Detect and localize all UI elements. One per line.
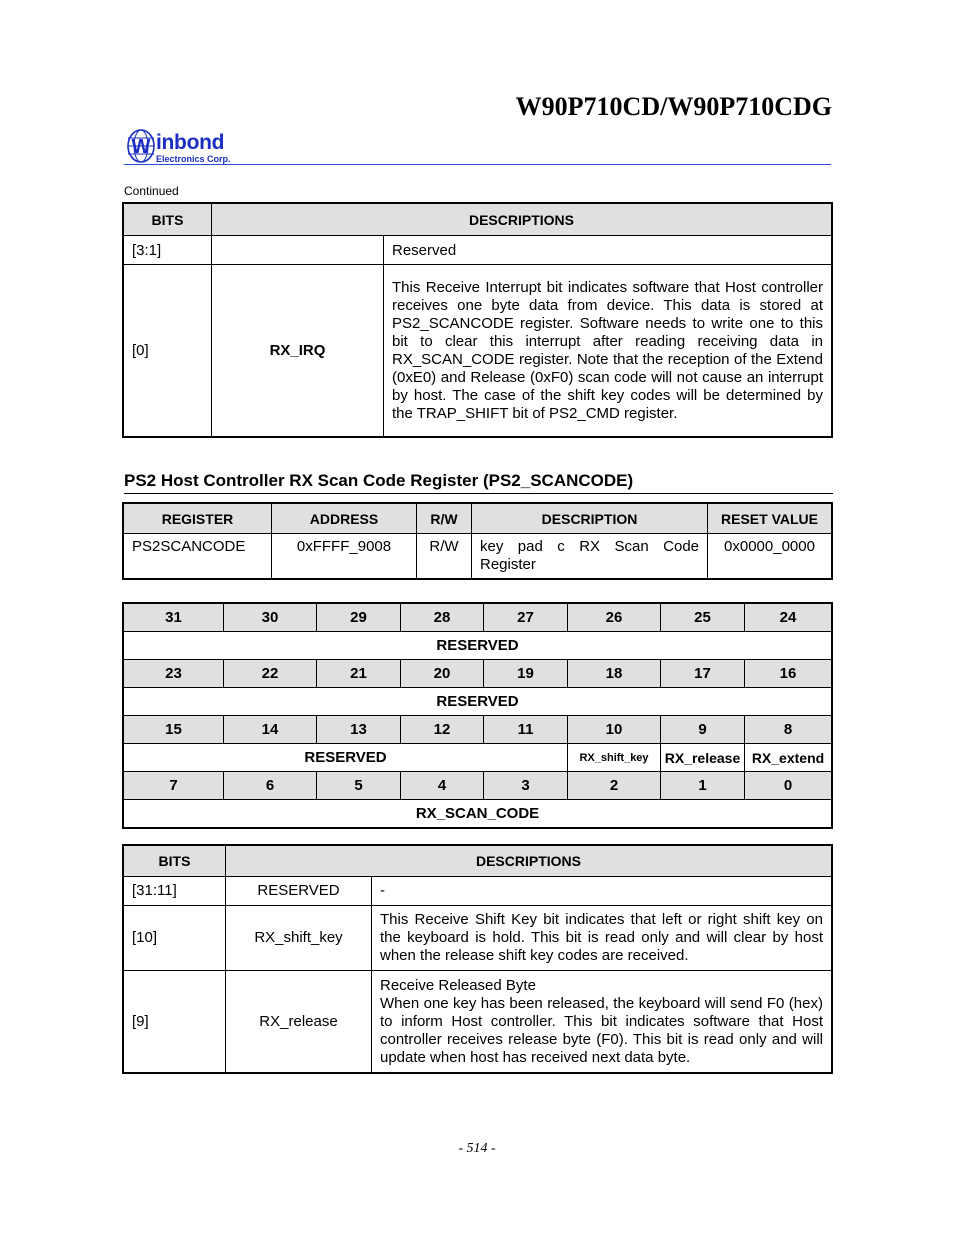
bit-field-row	[124, 744, 832, 772]
bit-number: 9	[661, 716, 745, 744]
bit-number: 1	[661, 772, 745, 800]
continued-bits-table	[123, 203, 832, 437]
field-name-cell: RESERVED	[226, 877, 372, 906]
field-reserved: RESERVED	[124, 632, 832, 660]
description-cell: key pad c RX Scan Code Register	[472, 534, 708, 579]
rw-cell: R/W	[417, 534, 472, 579]
bit-number-row	[124, 772, 832, 800]
description-title: Receive Released Byte	[380, 976, 536, 994]
bit-number-row	[124, 660, 832, 688]
bits-cell: [31:11]	[124, 877, 226, 906]
bits-cell: [9]	[124, 971, 226, 1073]
column-header: RESET VALUE	[708, 504, 832, 534]
bit-number: 12	[401, 716, 484, 744]
field-name-cell: RX_shift_key	[226, 906, 372, 971]
reset-value-cell: 0x0000_0000	[708, 534, 832, 579]
column-header: R/W	[417, 504, 472, 534]
field-name-cell: RX_IRQ	[212, 265, 384, 437]
bit-number: 30	[224, 604, 317, 632]
bit-number: 2	[568, 772, 661, 800]
field-rx-release: RX_release	[661, 744, 745, 772]
bit-number: 26	[568, 604, 661, 632]
field-rx-extend: RX_extend	[745, 744, 832, 772]
bit-field-row	[124, 632, 832, 660]
bit-number: 5	[317, 772, 401, 800]
field-rx-scan-code: RX_SCAN_CODE	[124, 800, 832, 828]
bit-number: 28	[401, 604, 484, 632]
table-row	[124, 971, 832, 1073]
bit-number: 13	[317, 716, 401, 744]
bit-number: 24	[745, 604, 832, 632]
page-number: - 514 -	[458, 1141, 496, 1156]
bit-number: 31	[124, 604, 224, 632]
column-header: BITS	[124, 846, 226, 877]
section-heading: PS2 Host Controller RX Scan Code Register (PS2_SCANCODE)	[124, 471, 833, 494]
bit-number: 0	[745, 772, 832, 800]
bit-number-row	[124, 716, 832, 744]
bit-number: 21	[317, 660, 401, 688]
table-header-row	[124, 846, 832, 877]
field-rx-shift-key: RX_shift_key	[568, 744, 661, 772]
field-name-cell: RX_release	[226, 971, 372, 1073]
bit-field-row	[124, 688, 832, 716]
table-row	[124, 265, 832, 437]
field-name-cell	[212, 236, 384, 265]
bit-number: 18	[568, 660, 661, 688]
bit-number: 23	[124, 660, 224, 688]
bit-number: 19	[484, 660, 568, 688]
description-text: When one key has been released, the keyboard will send F0 (hex) to inform Host controller. This bit indicates software that Host controller receives release byte (F0). This bit is read only and will update when host has received next data byte.	[380, 994, 823, 1066]
column-header: DESCRIPTION	[472, 504, 708, 534]
bit-number: 27	[484, 604, 568, 632]
logo-letter: W	[131, 136, 151, 158]
table-row	[124, 236, 832, 265]
description-cell: Reserved	[384, 236, 832, 265]
column-header: BITS	[124, 204, 212, 236]
bit-number: 8	[745, 716, 832, 744]
bit-number: 10	[568, 716, 661, 744]
description-cell: This Receive Interrupt bit indicates software that Host controller receives one byte data from device. This data is stored at PS2_SCANCODE register. Software needs to write one to this bit to clear this interrupt after reading receiving data in RX_SCAN_CODE register. Note that the reception of the Extend (0xE0) and Release (0xF0) scan code will not cause an interrupt by host. The case of the shift key codes will be determined by the TRAP_SHIFT bit of PS2_CMD register.	[384, 265, 832, 437]
document-title: W90P710CD/W90P710CDG	[515, 92, 832, 121]
bit-number: 22	[224, 660, 317, 688]
bit-field-row	[124, 800, 832, 828]
logo-subtitle: Electronics Corp.	[156, 154, 231, 164]
table-header-row	[124, 504, 832, 534]
bit-number: 25	[661, 604, 745, 632]
field-reserved: RESERVED	[124, 744, 568, 772]
bit-number: 11	[484, 716, 568, 744]
bit-number: 16	[745, 660, 832, 688]
table-row	[124, 906, 832, 971]
bit-number: 29	[317, 604, 401, 632]
description-cell	[372, 971, 832, 1073]
table-row	[124, 534, 832, 579]
register-name-cell: PS2SCANCODE	[124, 534, 272, 579]
logo-wordmark: inbond	[156, 131, 225, 154]
bits-cell: [0]	[124, 265, 212, 437]
description-cell: This Receive Shift Key bit indicates that left or right shift key on the keyboard is hold. This bit is read only and will clear by host when the release shift key codes are received.	[372, 906, 832, 971]
table-row	[124, 877, 832, 906]
column-header: DESCRIPTIONS	[212, 204, 832, 236]
bit-number: 3	[484, 772, 568, 800]
bit-number: 6	[224, 772, 317, 800]
column-header: REGISTER	[124, 504, 272, 534]
winbond-logo	[126, 126, 266, 166]
continued-label: Continued	[124, 184, 179, 198]
globe-icon	[126, 126, 156, 166]
bits-cell: [10]	[124, 906, 226, 971]
bit-number: 4	[401, 772, 484, 800]
bit-number-row	[124, 604, 832, 632]
table-header-row	[124, 204, 832, 236]
description-cell: -	[372, 877, 832, 906]
column-header: ADDRESS	[272, 504, 417, 534]
register-table	[123, 503, 832, 579]
bits-cell: [3:1]	[124, 236, 212, 265]
column-header: DESCRIPTIONS	[226, 846, 832, 877]
address-cell: 0xFFFF_9008	[272, 534, 417, 579]
bit-description-table	[123, 845, 832, 1073]
bit-number: 14	[224, 716, 317, 744]
header-rule	[124, 164, 831, 165]
bit-number: 15	[124, 716, 224, 744]
bit-number: 20	[401, 660, 484, 688]
bit-number: 17	[661, 660, 745, 688]
bit-number: 7	[124, 772, 224, 800]
field-reserved: RESERVED	[124, 688, 832, 716]
bit-map-table	[123, 603, 832, 828]
